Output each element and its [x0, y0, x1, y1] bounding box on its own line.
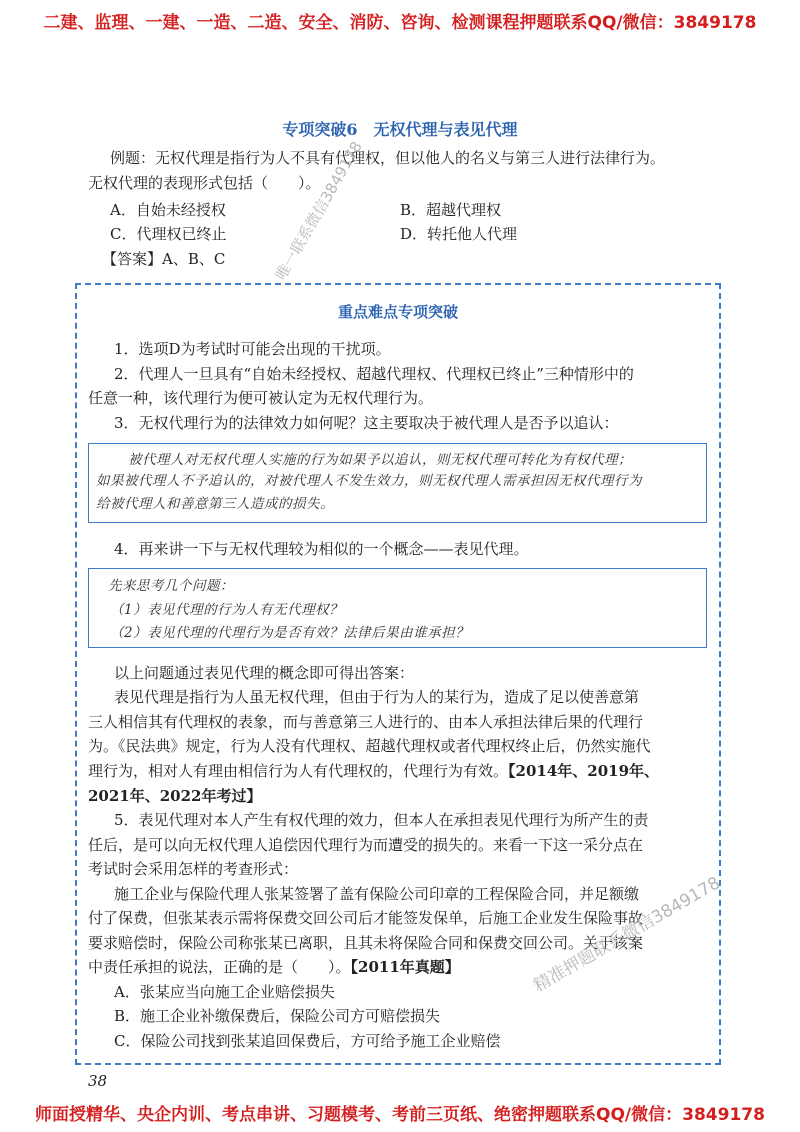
- case-option-b: B．施工企业补缴保费后，保险公司方可赔偿损失: [114, 1007, 441, 1025]
- case-line2: 付了保费，但张某表示需将保费交回公司后才能签发保单，后施工企业发生保险事故: [88, 909, 644, 927]
- top-banner: 二建、监理、一建、一造、二造、安全、消防、咨询、检测课程押题联系QQ/微信：3849178: [43, 13, 757, 33]
- hand-note-1-line3: 给被代理人和善意第三人造成的损失。: [96, 496, 334, 512]
- real-exam-tag: 【2011年真题】: [350, 958, 460, 976]
- body-a3: 三人相信其有代理权的表象，而与善意第三人进行的、由本人承担法律后果的代理行: [88, 713, 644, 731]
- watermark-2: 精准押题联系微信3849178: [530, 873, 724, 997]
- hand-note-2-line3: （2）表见代理的代理行为是否有效？法律后果由谁承担？: [110, 625, 470, 641]
- hand-note-2-line2: （1）表见代理的行为人有无代理权？: [110, 602, 344, 618]
- section-title: 重点难点专项突破: [337, 303, 458, 321]
- case-option-a: A．张某应当向施工企业赔偿损失: [114, 983, 335, 1001]
- option-a: A．自始未经授权: [110, 201, 226, 219]
- body-b2: 任后，是可以向无权代理人追偿因代理行为而遭受的损失的。来看一下这一采分点在: [88, 836, 644, 854]
- hand-note-1-line2: 如果被代理人不予追认的，对被代理人不发生效力，则无权代理人需承担因无权代理行为: [96, 473, 642, 489]
- case-option-c: C．保险公司找到张某追回保费后，方可给予施工企业赔偿: [114, 1032, 501, 1050]
- case-line4: [88, 955, 708, 980]
- exam-years-tag-part1: 【2014年、2019年、: [508, 762, 660, 780]
- option-d: D．转托他人代理: [400, 225, 518, 243]
- body-a4: 为。《民法典》规定，行为人没有代理权、超越代理权或者代理权终止后，仍然实施代: [88, 737, 651, 755]
- point-2-line2: 任意一种，该代理行为便可被认定为无权代理行为。: [88, 389, 434, 407]
- exam-years-tag-part2: 2021年、2022年考过】: [88, 787, 262, 805]
- answer: 【答案】A、B、C: [102, 250, 226, 268]
- body-a5: [88, 759, 708, 784]
- page-title: 专项突破6 无权代理与表见代理: [282, 120, 518, 139]
- body-b1: 5．表见代理对本人产生有权代理的效力，但本人在承担表见代理行为所产生的责: [114, 811, 649, 829]
- example-question-line2: 无权代理的表现形式包括（ ）。: [88, 174, 321, 192]
- hand-note-2-line1: 先来思考几个问题：: [108, 578, 234, 594]
- option-b: B．超越代理权: [400, 201, 502, 219]
- example-question-line1: 例题：无权代理是指行为人不具有代理权，但以他人的名义与第三人进行法律行为。: [110, 149, 666, 167]
- bottom-banner: 师面授精华、央企内训、考点串讲、习题模考、考前三页纸、绝密押题联系QQ/微信：3849178: [35, 1105, 765, 1125]
- case-line3: 要求赔偿时，保险公司称张某已离职，且其未将保险合同和保费交回公司。关于该案: [88, 934, 644, 952]
- point-4: 4．再来讲一下与无权代理较为相似的一个概念——表见代理。: [114, 540, 529, 558]
- point-2-line1: 2．代理人一旦具有“自始未经授权、超越代理权、代理权已终止”三种情形中的: [114, 365, 634, 383]
- body-a1: 以上问题通过表见代理的概念即可得出答案：: [114, 664, 415, 682]
- case-line4-text: 中责任承担的说法，正确的是（ ）。: [88, 958, 351, 976]
- option-c: C．代理权已终止: [110, 225, 227, 243]
- body-a2: 表见代理是指行为人虽无权代理，但由于行为人的某行为，造成了足以使善意第: [114, 688, 640, 706]
- watermark-1: 唯一联系微信3849178: [271, 138, 366, 284]
- body-b3: 考试时会采用怎样的考查形式：: [88, 860, 299, 878]
- body-a5-text: 理行为，相对人有理由相信行为人有代理权的，代理行为有效。: [88, 762, 509, 780]
- page-number: 38: [88, 1072, 108, 1090]
- hand-note-1-line1: 被代理人对无权代理人实施的行为如果予以追认，则无权代理可转化为有权代理；: [128, 452, 632, 468]
- case-line1: 施工企业与保险代理人张某签署了盖有保险公司印章的工程保险合同，并足额缴: [114, 885, 640, 903]
- point-3: 3．无权代理行为的法律效力如何呢？这主要取决于被代理人是否予以追认：: [114, 414, 619, 432]
- body-a6: [88, 784, 708, 809]
- point-1: 1．选项D为考试时可能会出现的干扰项。: [114, 340, 391, 358]
